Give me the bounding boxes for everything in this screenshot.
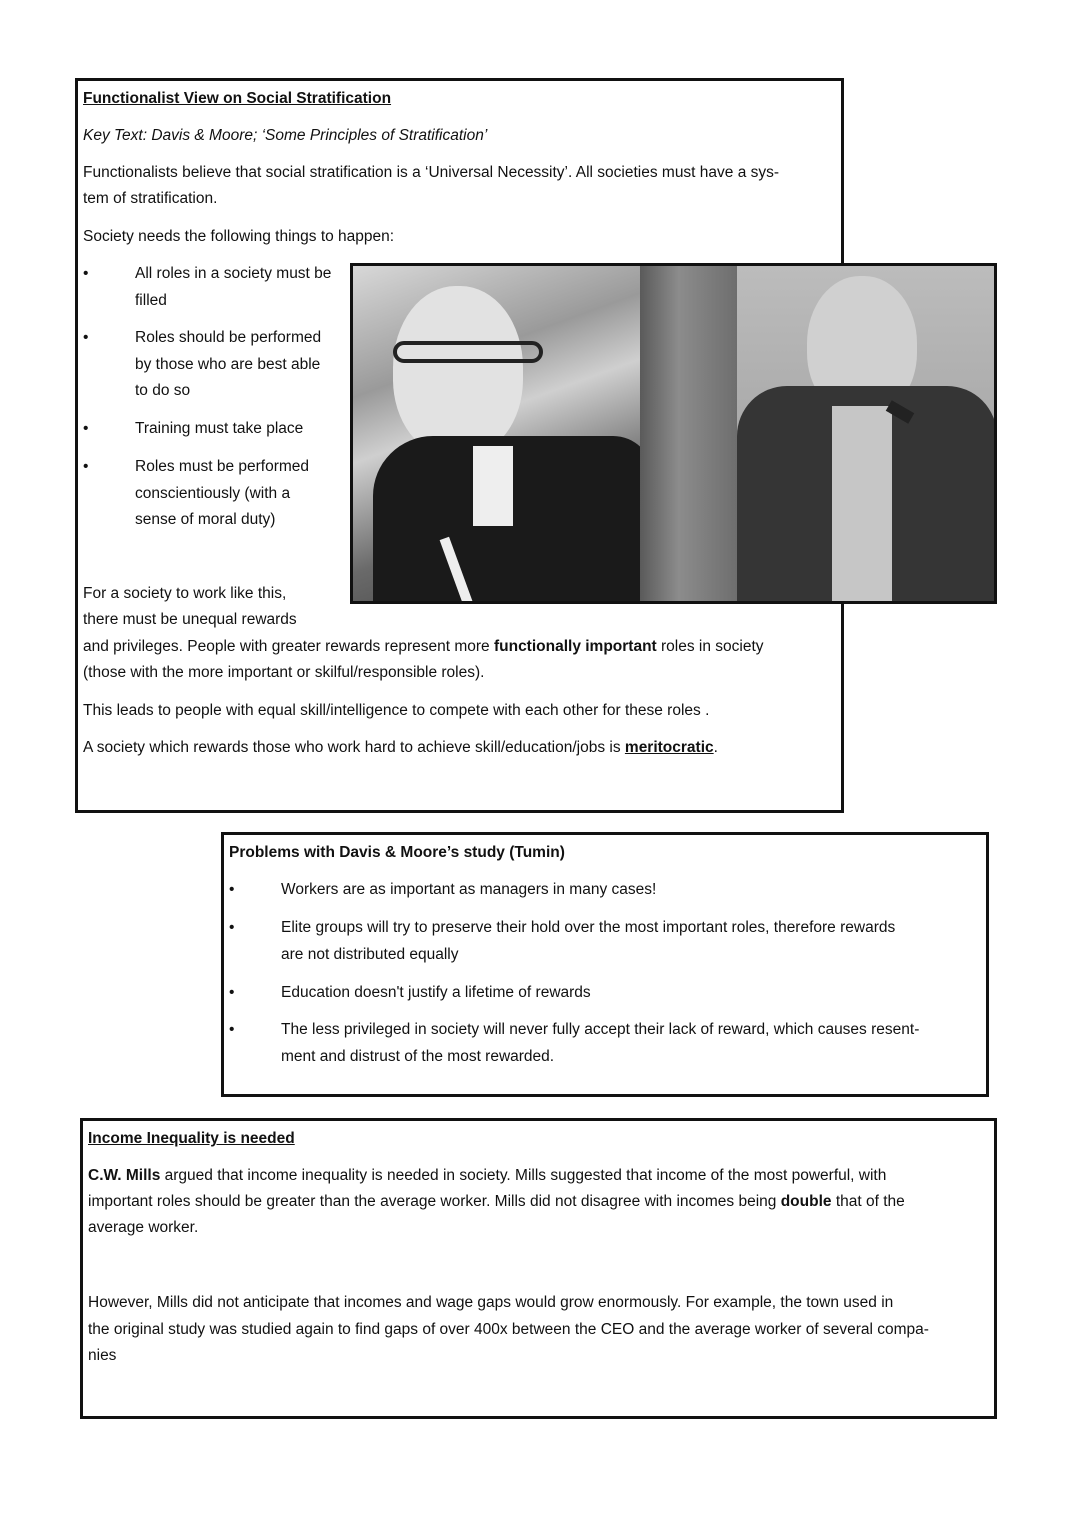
key-text: Key Text: Davis & Moore; ‘Some Principles of Stratification’ (83, 127, 488, 144)
cw-mills-name: C.W. Mills (88, 1167, 161, 1184)
davis-moore-photo (350, 263, 997, 604)
bullet-icon: • (229, 1021, 235, 1038)
bullet-icon: • (229, 984, 235, 1001)
section-title-problems: Problems with Davis & Moore’s study (Tumin) (229, 844, 565, 861)
bullet-icon: • (83, 265, 89, 282)
meritocratic-term: meritocratic (624, 739, 714, 756)
photo-panel-moore (737, 266, 994, 601)
rewards-line-3: and privileges. People with greater rewards represent more functionally important roles in society (83, 638, 764, 655)
mills-line-2: important roles should be greater than the average worker. Mills did not disagree with incomes being double that of the (88, 1193, 905, 1210)
section-title-income: Income Inequality is needed (88, 1130, 295, 1147)
bullet-icon: • (83, 329, 89, 346)
photo-divider (640, 266, 737, 601)
double-term: double (780, 1193, 832, 1210)
bullet-icon: • (229, 919, 235, 936)
bullet-icon: • (83, 458, 89, 475)
mills-line-3: average worker. (88, 1219, 199, 1236)
photo-panel-davis (353, 266, 640, 601)
however-line-3: nies (88, 1347, 117, 1364)
rewards-line-1: For a society to work like this, (83, 585, 287, 602)
meritocratic-sentence: A society which rewards those who work hard to achieve skill/education/jobs is meritocratic. (83, 739, 718, 756)
functionally-important-term: functionally important (493, 638, 657, 655)
section-title-functionalist: Functionalist View on Social Stratification (83, 90, 392, 107)
compete-sentence: This leads to people with equal skill/intelligence to compete with each other for these roles . (83, 702, 710, 719)
however-line-1: However, Mills did not anticipate that incomes and wage gaps would grow enormously. For example, the town used in (88, 1294, 894, 1311)
rewards-line-2: there must be unequal rewards (83, 611, 297, 628)
intro-line-2: tem of stratification. (83, 190, 218, 207)
mills-line-1: C.W. Mills argued that income inequality is needed in society. Mills suggested that income of the most powerful, with (88, 1167, 887, 1184)
bullet-icon: • (229, 881, 235, 898)
rewards-line-4: (those with the more important or skilful/responsible roles). (83, 664, 485, 681)
bullet-icon: • (83, 420, 89, 437)
intro-line-1: Functionalists believe that social stratification is a ‘Universal Necessity’. All societies must have a sys- (83, 164, 780, 181)
however-line-2: the original study was studied again to find gaps of over 400x between the CEO and the average worker of several compa- (88, 1321, 929, 1338)
needs-heading: Society needs the following things to happen: (83, 228, 395, 245)
